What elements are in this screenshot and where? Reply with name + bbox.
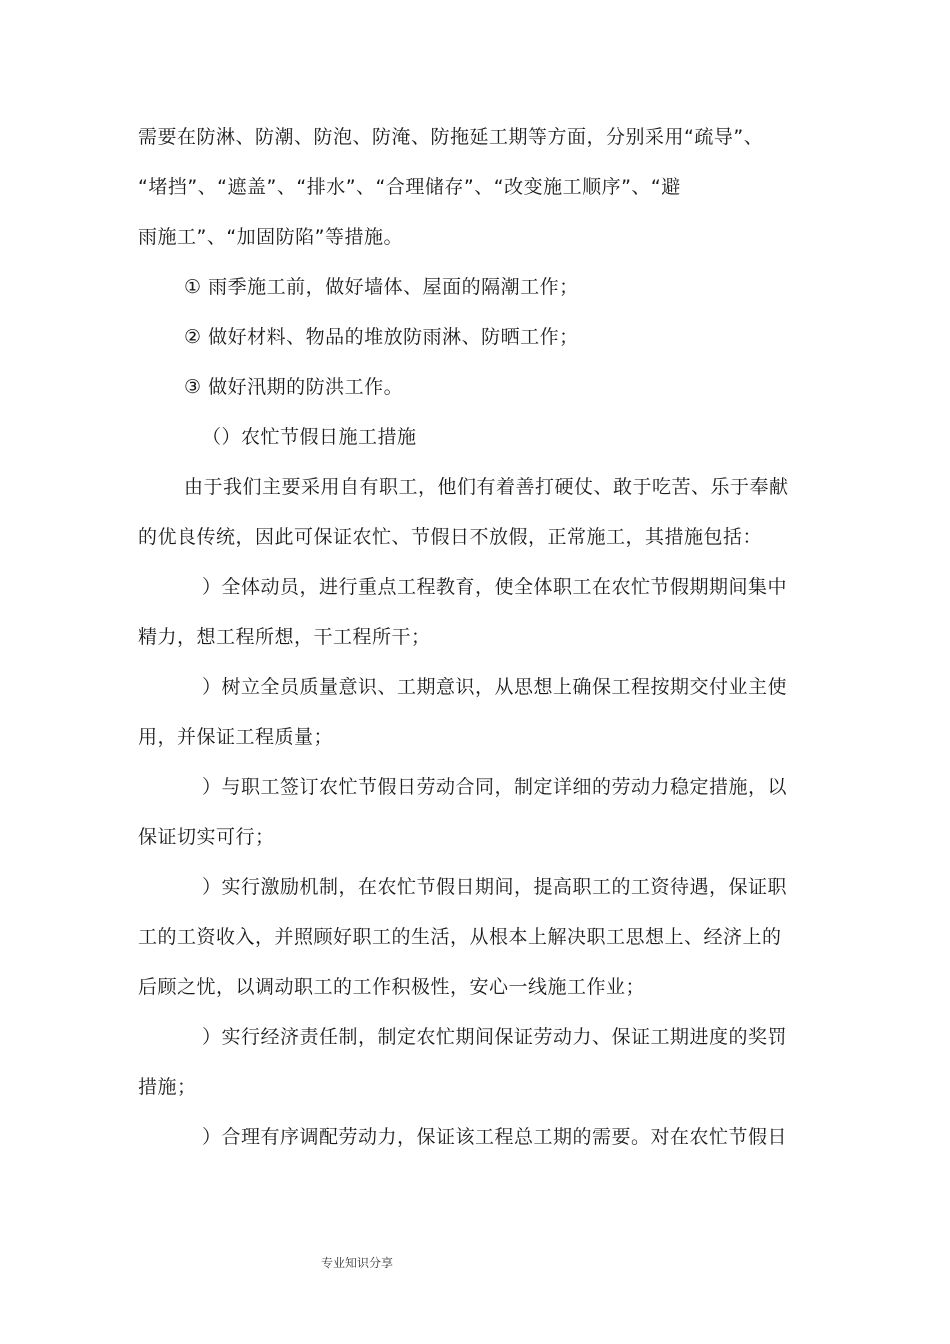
- measure-item: ）合理有序调配劳动力，保证该工程总工期的需要。对在农忙节假日: [202, 1126, 788, 1148]
- measure-item: ）与职工签订农忙节假日劳动合同，制定详细的劳动力稳定措施，以: [202, 776, 788, 798]
- list-item: ② 做好材料、物品的堆放防雨淋、防晒工作；: [184, 326, 579, 348]
- body-text-line: 措施；: [138, 1076, 197, 1098]
- body-text-line: 雨施工”、“加固防陷”等措施。: [138, 226, 404, 248]
- body-text-line: 工的工资收入，并照顾好职工的生活，从根本上解决职工思想上、经济上的: [138, 926, 782, 948]
- measure-item: ）全体动员，进行重点工程教育，使全体职工在农忙节假期期间集中: [202, 576, 788, 598]
- measure-item: ）实行经济责任制，制定农忙期间保证劳动力、保证工期进度的奖罚: [202, 1026, 788, 1048]
- body-text-line: 用，并保证工程质量；: [138, 726, 334, 748]
- body-text-line: 的优良传统，因此可保证农忙、节假日不放假，正常施工，其措施包括：: [138, 526, 763, 548]
- body-text-line: 精力，想工程所想，干工程所干；: [138, 626, 431, 648]
- body-text-line: “堵挡”、“遮盖”、“排水”、“合理储存”、“改变施工顺序”、“避: [138, 176, 681, 198]
- measure-item: ）树立全员质量意识、工期意识，从思想上确保工程按期交付业主使: [202, 676, 788, 698]
- page-footer: 专业知识分享: [321, 1256, 394, 1270]
- list-item: ③ 做好汛期的防洪工作。: [184, 376, 404, 398]
- list-item: ① 雨季施工前，做好墙体、屋面的隔潮工作；: [184, 276, 579, 298]
- body-text-line: 后顾之忧，以调动职工的工作积极性，安心一线施工作业；: [138, 976, 646, 998]
- measure-item: ）实行激励机制，在农忙节假日期间，提高职工的工资待遇，保证职: [202, 876, 788, 898]
- body-text-line: 保证切实可行；: [138, 826, 275, 848]
- body-text-line: 由于我们主要采用自有职工，他们有着善打硬仗、敢于吃苦、乐于奉献: [184, 476, 789, 498]
- section-heading: （）农忙节假日施工措施: [202, 426, 417, 448]
- body-text-line: 需要在防淋、防潮、防泡、防淹、防拖延工期等方面，分别采用“疏导”、: [138, 126, 764, 148]
